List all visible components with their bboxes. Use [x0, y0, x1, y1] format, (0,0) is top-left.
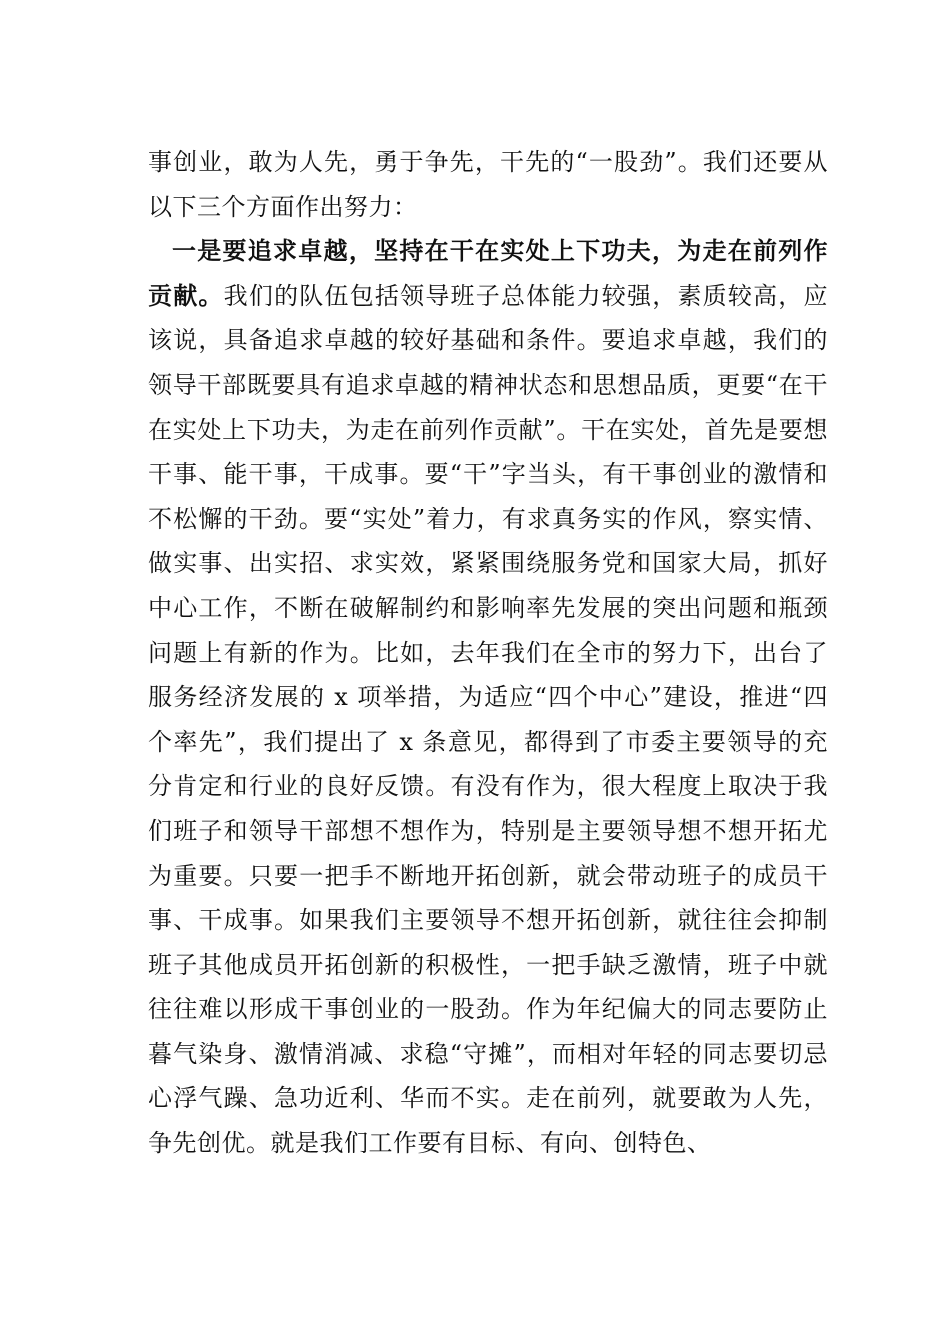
paragraph-2: [148, 229, 828, 1165]
paragraph-1-text: 事创业，敢为人先，勇于争先，干先的“一股劲”。我们还要从以下三个方面作出努力：: [148, 148, 828, 221]
paragraph-1: [148, 140, 828, 229]
paragraph-2-heading: 一是要追求卓越，坚持在干在实处上下功夫，为走在前列作贡献。: [148, 236, 828, 310]
paragraph-2-text: 我们的队伍包括领导班子总体能力较强，素质较高，应该说，具备追求卓越的较好基础和条件。要追求卓越，我们的领导干部既要具有追求卓越的精神状态和思想品质，更要“在干在实处上下功夫，为走在前列作贡献”。干在实处，首先是要想干事、能干事，干成事。要“干”字当头，有干事创业的激情和不松懈的干劲。要“实处”着力，有求真务实的作风，察实情、做实事、出实招、求实效，紧紧围绕服务党和国家大局，抓好中心工作，不断在破解制约和影响率先发展的突出问题和瓶颈问题上有新的作为。比如，去年我们在全市的努力下，出台了服务经济发展的 x 项举措，为适应“四个中心”建设，推进“四个率先”，我们提出了 x 条意见，都得到了市委主要领导的充分肯定和行业的良好反馈。有没有作为，很大程度上取决于我们班子和领导干部想不想作为，特别是主要领导想不想开拓尤为重要。只要一把手不断地开拓创新，就会带动班子的成员干事、干成事。如果我们主要领导不想开拓创新，就往往会抑制班子其他成员开拓创新的积极性，一把手缺乏激情，班子中就往往难以形成干事创业的一股劲。作为年纪偏大的同志要防止暮气染身、激情消减、求稳“守摊”，而相对年轻的同志要切忌心浮气躁、急功近利、华而不实。走在前列，就要敢为人先，争先创优。就是我们工作要有目标、有向、创特色、: [148, 281, 829, 1158]
body-text: [148, 140, 828, 1166]
